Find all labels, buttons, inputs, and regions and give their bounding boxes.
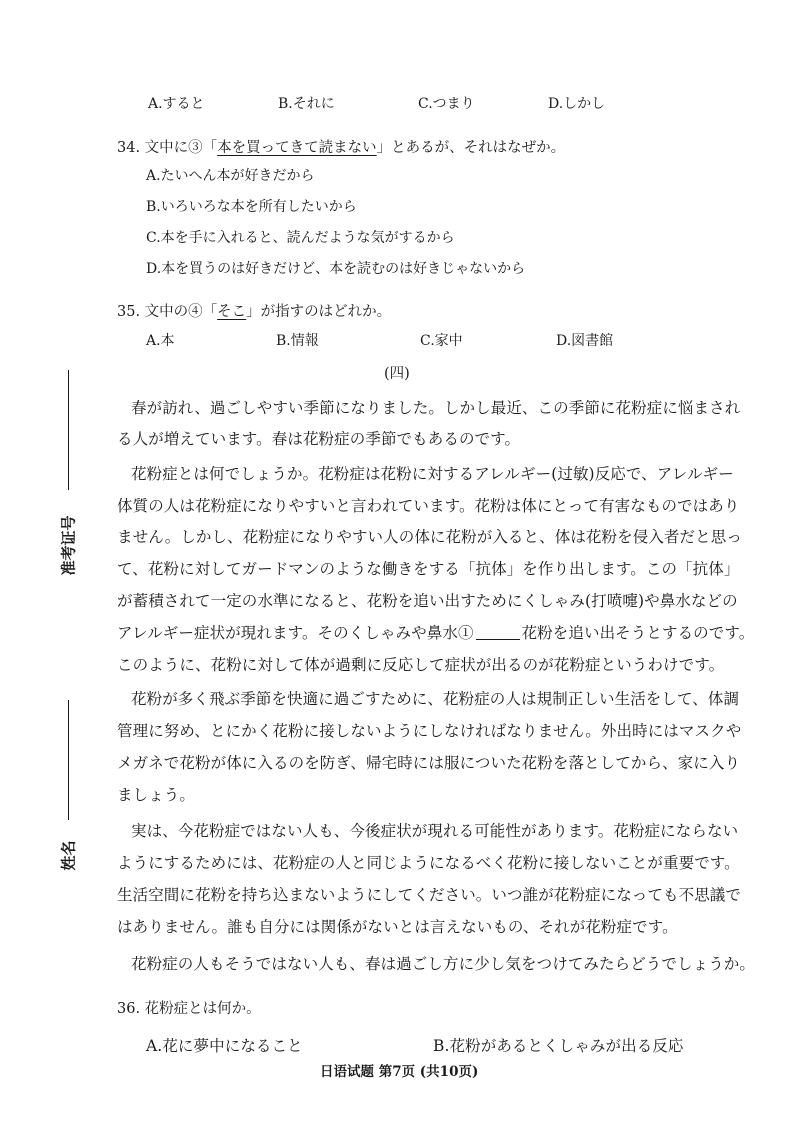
stem-text: 」とあるが、それはなぜか。 — [376, 140, 566, 156]
q34-option-b: B.いろいろな本を所有したいから — [146, 199, 357, 215]
passage-line: メガネで花粉が体に入るのを防ぎ、帰宅時には服についた花粉を落としてから、家に入り — [117, 754, 741, 772]
name-label: 姓名 — [59, 840, 78, 871]
passage-line: 花粉症とは何でしょうか。花粉症は花粉に対するアレルギー(过敏)反応で、アレルギー — [131, 465, 734, 483]
question-number: 34. — [117, 140, 141, 156]
q35-option-a: A.本 — [146, 333, 175, 349]
passage-line: ましょう。 — [117, 786, 196, 804]
stem-text: 文中の④「 — [144, 304, 218, 320]
passage-line: て、花粉に対してガードマンのような働きをする「抗体」を作り出します。この「抗体」 — [117, 560, 740, 578]
underlined-phrase: 本を買ってきて読まない — [217, 140, 377, 156]
q33-option-d: D.しかし — [548, 96, 606, 112]
section-title: (四) — [384, 366, 410, 382]
question-36-stem — [117, 997, 261, 1018]
exam-id-label: 准考证号 — [59, 515, 78, 576]
q34-option-c: C.本を手に入れると、読んだような気がするから — [146, 230, 455, 246]
stem-text: 」が指すのはどれか。 — [246, 304, 392, 320]
passage-line: はありません。誰も自分には関係がないとは言えないもの、それが花粉症です。 — [117, 918, 678, 936]
passage-line: 管理に努め、とにかく花粉に接しないようにしなければなりません。外出時にはマスクや — [117, 722, 742, 740]
passage-line: ようにするためには、花粉症の人と同じようになるべく花粉に接しないことが重要です。 — [117, 854, 740, 872]
fill-in-blank-1 — [476, 625, 520, 640]
passage-line: 体質の人は花粉症になりやすいと言われています。花粉は体にとって有害なものではあり — [117, 497, 740, 515]
passage-text: アレルギー症状が現れます。そのくしゃみや鼻水① — [117, 624, 474, 642]
question-number: 36. — [117, 1001, 141, 1017]
q35-option-c: C.家中 — [420, 333, 463, 349]
q34-option-d: D.本を買うのは好きだけど、本を読むのは好きじゃないから — [146, 261, 526, 277]
page-footer: 日语试题 第7页 (共10页) — [320, 1064, 479, 1080]
q33-option-c: C.つまり — [418, 96, 475, 112]
stem-text: 花粉症とは何か。 — [144, 1001, 261, 1017]
passage-line: 花粉症の人もそうではない人も、春は過ごし方に少し気をつけてみたらどうでしょうか。 — [131, 955, 756, 973]
exam-id-write-line — [68, 370, 69, 490]
q35-option-b: B.情報 — [276, 333, 319, 349]
passage-line: 実は、今花粉症ではない人も、今後症状が現れる可能性があります。花粉症にならない — [131, 822, 739, 840]
passage-line: 生活空間に花粉を持ち込まないようにしてください。いつ誰が花粉症になっても不思議で — [117, 886, 742, 904]
passage-line: ません。しかし、花粉症になりやすい人の体に花粉が入ると、体は花粉を侵入者だと思っ — [117, 528, 742, 546]
q36-option-b: B.花粉があるとくしゃみが出る反応 — [433, 1037, 684, 1055]
q34-option-a: A.たいへん本が好きだから — [146, 168, 315, 184]
passage-line: 花粉が多く飛ぶ季節を快適に過ごすために、花粉症の人は規制正しい生活をして、体調 — [131, 690, 740, 708]
passage-line: 春が訪れ、過ごしやすい季節になりました。しかし最近、この季節に花粉症に悩まされ — [131, 399, 741, 417]
q35-option-d: D.図書館 — [556, 333, 614, 349]
question-35-stem — [117, 300, 391, 321]
question-34-stem — [117, 136, 565, 157]
q33-option-a: A.すると — [148, 96, 205, 112]
underlined-phrase: そこ — [217, 304, 247, 320]
passage-line-with-blank — [117, 621, 754, 643]
name-write-line — [68, 700, 69, 820]
passage-line: が蓄積されて一定の水準になると、花粉を追い出すためにくしゃみ(打喷嚏)や鼻水などの — [117, 592, 738, 610]
passage-line: る人が増えています。春は花粉症の季節でもあるのです。 — [117, 430, 521, 448]
passage-text: 花粉を追い出そうとするのです。 — [521, 624, 755, 642]
q36-option-a: A.花に夢中になること — [146, 1037, 303, 1055]
passage-line: このように、花粉に対して体が過剰に反応して症状が出るのが花粉症というわけです。 — [117, 656, 725, 674]
question-number: 35. — [117, 304, 141, 320]
stem-text: 文中に③「 — [144, 140, 218, 156]
q33-option-b: B.それに — [278, 96, 335, 112]
